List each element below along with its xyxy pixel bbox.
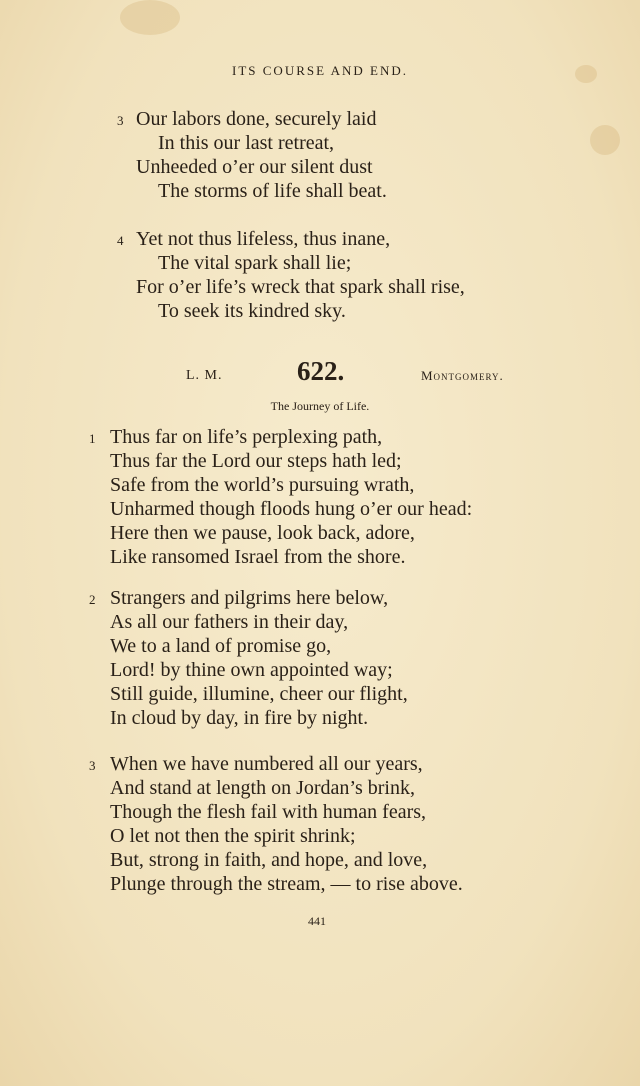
stanza-number: 2: [89, 592, 96, 607]
verse-line: Thus far on life’s perplexing path,: [110, 426, 383, 448]
verse-line: Like ransomed Israel from the shore.: [110, 546, 406, 568]
verse-line: Still guide, illumine, cheer our flight,: [110, 683, 408, 705]
hymn-author: Montgomery.: [421, 368, 504, 383]
verse-line: Unharmed though floods hung o’er our head:: [110, 498, 473, 520]
verse-line: We to a land of promise go,: [110, 635, 332, 657]
verse-line: Strangers and pilgrims here below,: [110, 587, 389, 609]
verse-line: O let not then the spirit shrink;: [110, 825, 356, 847]
verse-line: When we have numbered all our years,: [110, 753, 423, 775]
verse-line: Yet not thus lifeless, thus inane,: [136, 228, 391, 250]
verse-line: Unheeded o’er our silent dust: [136, 156, 373, 178]
hymn-header: [0, 356, 640, 388]
paper-stain: [590, 125, 620, 155]
verse-line: Here then we pause, look back, adore,: [110, 522, 415, 544]
verse-line: Plunge through the stream, — to rise above.: [110, 873, 463, 895]
verse-line: But, strong in faith, and hope, and love,: [110, 849, 428, 871]
verse-line: In cloud by day, in fire by night.: [110, 707, 369, 729]
verse-line: For o’er life’s wreck that spark shall rise,: [136, 276, 465, 298]
stanza-number: 1: [89, 431, 96, 446]
verse-line: Safe from the world’s pursuing wrath,: [110, 474, 415, 496]
verse-line: To seek its kindred sky.: [158, 300, 346, 322]
verse-line: And stand at length on Jordan’s brink,: [110, 777, 415, 799]
paper-stain: [120, 0, 180, 35]
verse-line: Lord! by thine own appointed way;: [110, 659, 393, 681]
hymn-title: The Journey of Life.: [270, 399, 370, 413]
verse-line: Though the flesh fail with human fears,: [110, 801, 427, 823]
verse-line: In this our last retreat,: [158, 132, 335, 154]
running-head: ITS COURSE AND END.: [232, 63, 408, 78]
hymn-meter: L. M.: [186, 368, 223, 383]
verse-line: The vital spark shall lie;: [158, 252, 352, 274]
verse-line: The storms of life shall beat.: [158, 180, 387, 202]
hymn-number: 622.: [297, 356, 345, 386]
stanza-number: 3: [89, 758, 96, 773]
page-number: 441: [308, 914, 326, 928]
verse-line: Our labors done, securely laid: [136, 108, 377, 130]
verse-line: Thus far the Lord our steps hath led;: [110, 450, 402, 472]
stanza-number: 4: [117, 233, 124, 248]
stanza-number: 3: [117, 113, 124, 128]
verse-line: As all our fathers in their day,: [110, 611, 349, 633]
